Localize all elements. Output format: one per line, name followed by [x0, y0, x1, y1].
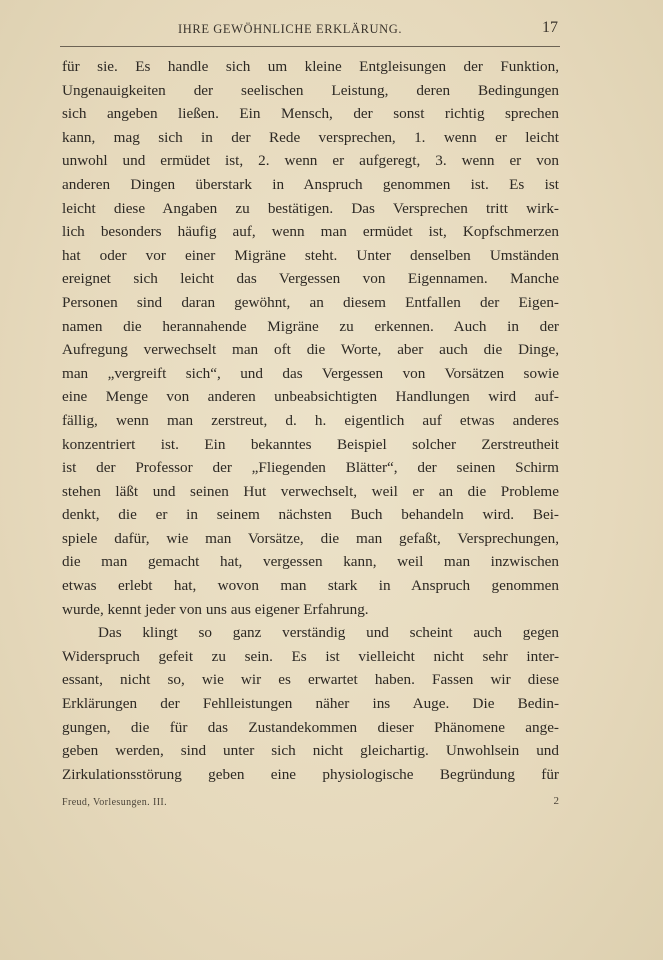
text-line: gungen, die für das Zustandekommen dieser Phänomene ange-	[62, 718, 559, 736]
text-line: ist der Professor der „Fliegenden Blätter“, der seinen Schirm	[62, 459, 559, 477]
running-title: IHRE GEWÖHNLICHE ERKLÄRUNG.	[178, 22, 403, 36]
text-line: konzentriert ist. Ein bekanntes Beispiel solcher Zerstreutheit	[62, 435, 559, 453]
text-line: Aufregung verwechselt man oft die Worte, aber auch die Dinge,	[62, 341, 559, 359]
text-line: Ungenauigkeiten der seelischen Leistung, deren Bedingungen	[62, 81, 559, 99]
text-line: eine Menge von anderen unbeabsichtigten Handlungen wird auf-	[62, 388, 559, 406]
text-line: essant, nicht so, wie wir es erwartet haben. Fassen wir diese	[62, 671, 559, 689]
text-line: denkt, die er in seinem nächsten Buch behandeln wird. Bei-	[62, 506, 559, 524]
text-line: unwohl und ermüdet ist, 2. wenn er aufgeregt, 3. wenn er von	[62, 152, 559, 170]
text-line: fällig, wenn man zerstreut, d. h. eigentlich auf etwas anderes	[62, 411, 559, 429]
text-line: Personen sind daran gewöhnt, an diesem Entfallen der Eigen-	[62, 293, 559, 311]
text-line: kann, mag sich in der Rede versprechen, 1. wenn er leicht	[62, 128, 559, 146]
page-footer	[62, 797, 559, 813]
text-line: Das klingt so ganz verständig und scheint auch gegen	[98, 624, 559, 642]
text-line: Zirkulationsstörung geben eine physiologische Begründung für	[62, 765, 559, 783]
text-line: lich besonders häufig auf, wenn man ermüdet ist, Kopfschmerzen	[62, 223, 559, 241]
text-line: leicht diese Angaben zu bestätigen. Das Versprechen tritt wirk-	[62, 199, 559, 217]
running-head	[60, 19, 558, 40]
text-line: namen die herannahende Migräne zu erkennen. Auch in der	[62, 317, 559, 335]
text-line: sich angeben ließen. Ein Mensch, der sonst richtig sprechen	[62, 105, 559, 123]
signature-mark: 2	[553, 795, 559, 807]
text-line: für sie. Es handle sich um kleine Entgleisungen der Funktion,	[62, 58, 559, 75]
paragraph-1	[62, 55, 559, 621]
signature-note: Freud, Vorlesungen. III.	[62, 797, 168, 808]
paragraph-2	[62, 621, 559, 786]
text-line: die man gemacht hat, vergessen kann, weil man inzwischen	[62, 553, 559, 571]
text-line: man „vergreift sich“, und das Vergessen von Vorsätzen sowie	[62, 364, 559, 382]
text-line: Erklärungen der Fehlleistungen näher ins Auge. Die Bedin-	[62, 695, 559, 713]
text-line: spiele dafür, wie man Vorsätze, die man gefaßt, Versprechungen,	[62, 529, 559, 547]
text-line: ereignet sich leicht das Vergessen von Eigennamen. Manche	[62, 270, 559, 288]
page-number: 17	[542, 19, 558, 36]
text-line: etwas erlebt hat, wovon man stark in Anspruch genommen	[62, 577, 559, 595]
text-line: geben werden, sind unter sich nicht gleichartig. Unwohlsein und	[62, 742, 559, 760]
body-text	[62, 55, 559, 786]
text-line: stehen läßt und seinen Hut verwechselt, weil er an die Probleme	[62, 482, 559, 500]
text-line: Widerspruch gefeit zu sein. Es ist vielleicht nicht sehr inter-	[62, 647, 559, 665]
text-line: wurde, kennt jeder von uns aus eigener Erfahrung.	[62, 600, 369, 618]
header-rule	[60, 46, 560, 47]
text-line: hat oder vor einer Migräne steht. Unter denselben Umständen	[62, 246, 559, 264]
text-line: anderen Dingen überstark in Anspruch genommen ist. Es ist	[62, 175, 559, 193]
